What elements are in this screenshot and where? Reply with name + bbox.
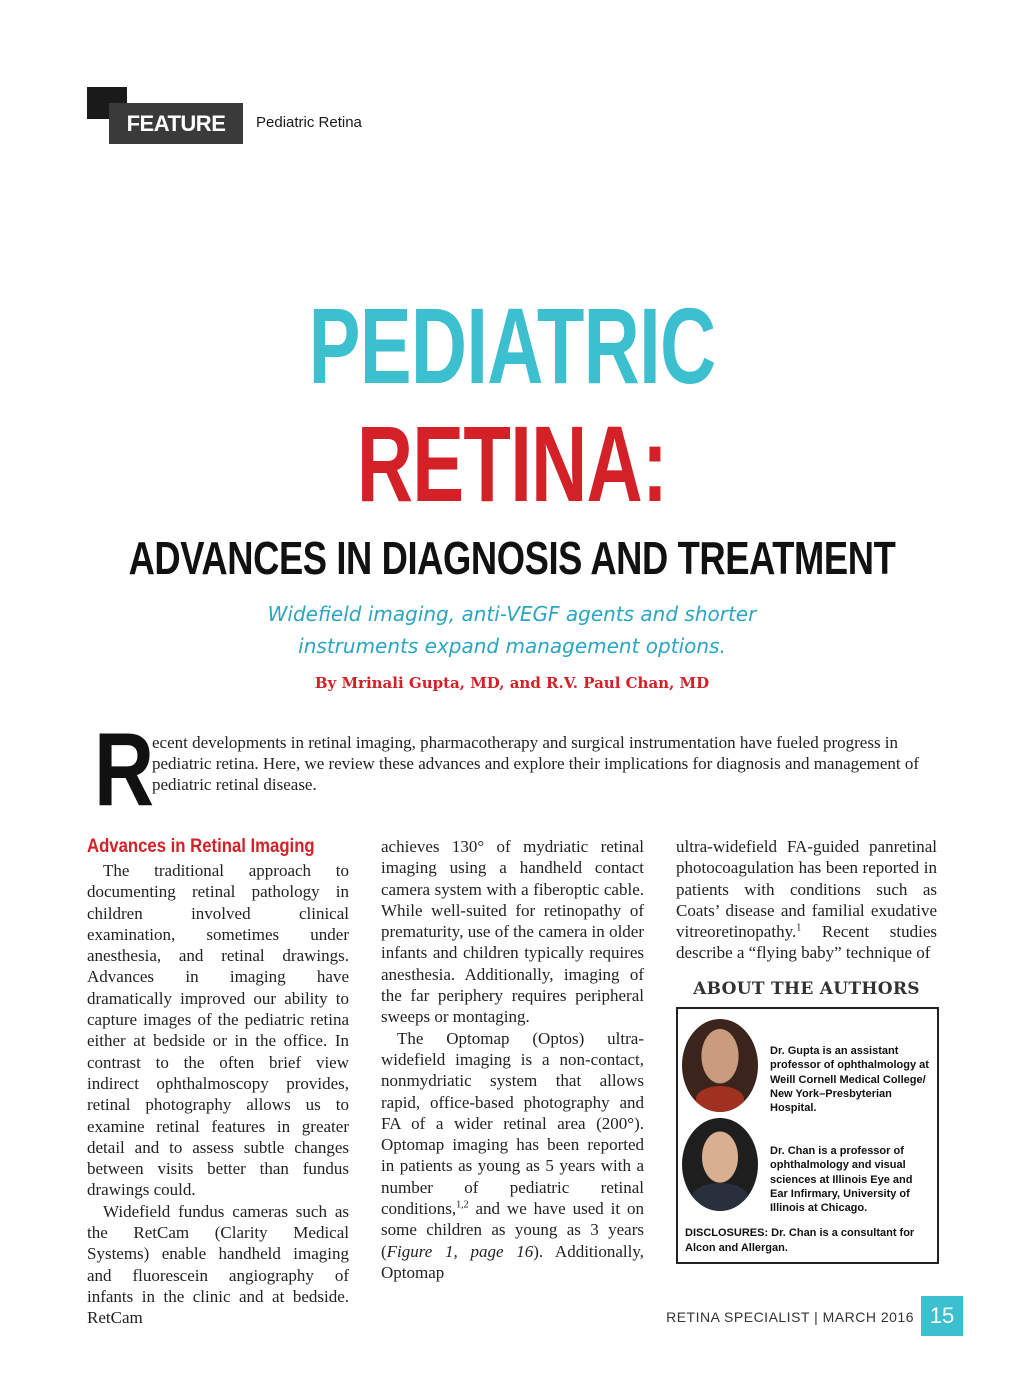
paragraph	[381, 1028, 644, 1284]
page-number: 15	[921, 1296, 963, 1336]
column-1	[87, 836, 349, 1329]
author-bio-chan: Dr. Chan is a professor of ophthalmology and visual sciences at Illinois Eye and Ear Infirmary, University of Illinois at Chicago.	[770, 1145, 913, 1215]
deck	[0, 598, 1024, 662]
paragraph	[676, 836, 937, 964]
text-run: ultra-widefield FA-guided panretinal photocoagulation has been reported in patients with conditions such as Coats’ disease and familial exudative vitreoretinopathy.	[676, 837, 937, 942]
title-line1: PEDIATRIC	[308, 285, 716, 406]
deck-line2: instruments expand management options.	[298, 634, 726, 658]
paragraph: The traditional approach to documenting retinal pathology in children involved clinical examination, sometimes under anesthesia, and retinal drawings. Advances in imaging have dramatically improved our ability to capture images of the pediatric retina either at bedside or in the office. In contrast to the often brief view indirect ophthalmoscopy provides, retinal photography allows us to examine retinal features in greater detail and to assess subtle changes between visits better than fundus drawings could.	[87, 861, 349, 1200]
column-2	[381, 836, 644, 1283]
title-line2: RETINA:	[356, 403, 668, 524]
disclosures: DISCLOSURES: Dr. Chan is a consultant for Alcon and Allergan.	[685, 1227, 915, 1254]
deck-line1: Widefield imaging, anti-VEGF agents and shorter	[267, 602, 757, 626]
section-label: Pediatric Retina	[256, 114, 362, 131]
subtitle: ADVANCES IN DIAGNOSIS AND TREATMENT	[128, 532, 896, 584]
author-bio-gupta: Dr. Gupta is an assistant professor of ophthalmology at Weill Cornell Medical College/ New York–Presbyterian Hospital.	[770, 1045, 929, 1115]
footer-text: RETINA SPECIALIST | MARCH 2016	[666, 1309, 914, 1325]
paragraph: achieves 130° of mydriatic retinal imaging using a handheld contact camera system with a fiberoptic cable. While well-suited for retinopathy of prematurity, use of the camera in older infants and children typically requires anesthesia. Additionally, imaging of the far periphery requires peripheral sweeps or montaging.	[381, 837, 644, 1027]
text-run: and we have used it on some children as young as 3 years (	[381, 1199, 644, 1261]
section-heading: Advances in Retinal Imaging	[87, 836, 315, 857]
about-authors-title: ABOUT THE AUTHORS	[693, 979, 920, 999]
author-photo-gupta	[682, 1019, 758, 1112]
figure-reference: Figure 1, page 16	[386, 1241, 534, 1261]
paragraph: Widefield fundus cameras such as the RetCam (Clarity Medical Systems) enable handheld imaging and fluorescein angiography of infants in the clinic and at bedside. RetCam	[87, 1201, 349, 1328]
feature-tag: FEATURE	[109, 103, 243, 144]
citation: 1	[796, 922, 802, 934]
text-run: ). Additionally, Optomap	[381, 1241, 644, 1282]
byline: By Mrinali Gupta, MD, and R.V. Paul Chan, MD	[314, 674, 710, 692]
intro-paragraph: ecent developments in retinal imaging, pharmacotherapy and surgical instrumentation have fueled progress in pediatric retina. Here, we review these advances and explore their implications for diagnosis and management of pediatric retinal disease.	[152, 733, 920, 794]
citation: 1,2	[456, 1199, 469, 1211]
drop-cap: R	[94, 712, 155, 828]
author-photo-chan	[682, 1118, 758, 1211]
text-run: The Optomap (Optos) ultra-widefield imaging is a non-contact, nonmydriatic system that allows rapid, office-based photography and FA of a wider retinal area (200°). Optomap imaging has been reported in patients as young as 5 years with a number of pediatric retinal conditions,	[381, 1028, 644, 1219]
text-run: Recent studies describe a “flying baby” technique of	[676, 922, 937, 963]
column-3	[676, 836, 937, 964]
